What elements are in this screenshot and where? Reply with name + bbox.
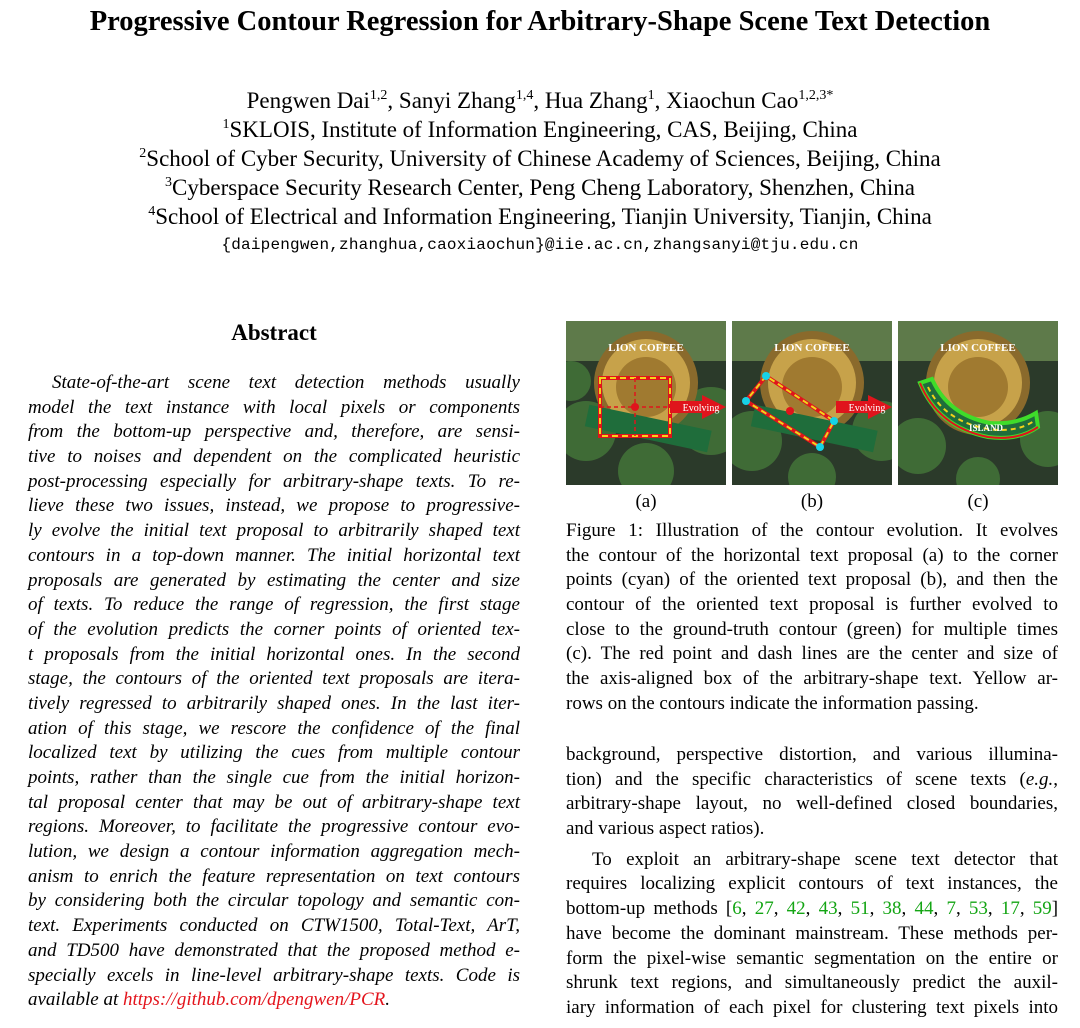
citation-link[interactable]: 59 (1032, 898, 1052, 920)
abstract-heading: Abstract (231, 320, 317, 345)
evolving-label: Evolving (848, 403, 886, 414)
author-affiliation-mark: 1 (647, 88, 655, 103)
panel-label-c: (c) (967, 491, 989, 512)
abstract-period: . (385, 989, 391, 1011)
affiliation-number: 1 (222, 117, 230, 132)
body-segment: bottom-up methods [ (566, 898, 733, 920)
body-segment: tion) and the specific characteristics of scene texts ( (566, 768, 1026, 790)
abstract-line: ation of this stage, we rescore the confidence of the final (28, 717, 520, 739)
body-line: arbitrary-shape layout, no well-defined closed boundaries, (566, 793, 1058, 815)
citation-link[interactable]: 51 (850, 898, 870, 920)
body-text (566, 743, 1058, 1021)
abstract-text (28, 371, 520, 1013)
code-link[interactable]: https://github.com/dpengwen/PCR (122, 989, 386, 1011)
body-line: background, perspective distortion, and various illumina- (566, 744, 1058, 765)
abstract-line: of texts. To reduce the range of regression, the first stage (28, 594, 520, 616)
abstract-line: of the evolution predicts the corner points of oriented tex- (28, 618, 520, 640)
author-name: Xiaochun Cao (666, 88, 799, 113)
body-segment: , (1053, 768, 1058, 790)
abstract-line: localized text by utilizing the cues from multiple contour (28, 742, 520, 764)
body-line: bottom-up methods [6, 27, 42, 43, 51, 38, 44, 7, 53, 17, 59] (566, 898, 1059, 920)
caption-line: points (cyan) of the oriented text proposal (b), and then the (566, 569, 1058, 591)
abstract-line: text. Experiments conducted on CTW1500, Total-Text, ArT, (28, 915, 520, 937)
author-name: Sanyi Zhang (398, 88, 516, 113)
citation-link[interactable]: 6 (732, 898, 742, 920)
figure-caption (566, 519, 1058, 717)
abstract-line: by considering both the circular topology and semantic con- (28, 890, 520, 912)
abstract-line: from the bottom-up perspective and, therefore, are sensi- (28, 421, 520, 443)
panel-label-b: (b) (800, 491, 824, 512)
affiliation-text: School of Electrical and Information Engineering, Tianjin University, Tianjin, China (155, 204, 932, 229)
affiliation-line (0, 144, 1080, 173)
caption-line: rows on the contours indicate the information passing. (566, 692, 979, 714)
caption-line: Figure 1: Illustration of the contour evolution. It evolves (566, 520, 1058, 541)
affiliation-number: 4 (148, 204, 156, 219)
citation-link[interactable]: 44 (914, 898, 934, 920)
abstract-line: lieve these two issues, instead, we propose to progressive- (28, 495, 520, 517)
abstract-line: model the text instance with local pixels or components (28, 396, 520, 418)
citation-link[interactable]: 7 (946, 898, 956, 920)
affiliation-text: School of Cyber Security, University of Chinese Academy of Sciences, Beijing, China (146, 146, 941, 171)
author-emails: {daipengwen,zhanghua,caoxiaochun}@iie.ac.cn,zhangsanyi@tju.edu.cn (221, 236, 859, 254)
abstract-line: tively regressed to arbitrarily shaped ones. In the last iter- (28, 692, 520, 714)
affiliation-line (0, 173, 1080, 202)
affiliation-number: 3 (165, 175, 173, 190)
panel-label-a: (a) (635, 491, 657, 512)
abstract-line: lution, we design a contour information aggregation mech- (28, 841, 520, 863)
caption-line: (c). The red point and dash lines are the center and size of (566, 643, 1058, 665)
affiliation-line (0, 115, 1080, 144)
sign-text: LION COFFEE (774, 342, 850, 354)
abstract-line: stage, the contours of the oriented text proposals are itera- (28, 668, 520, 690)
abstract-line: t proposals from the initial horizontal ones. In the second (28, 643, 520, 665)
affiliation-number: 2 (139, 146, 147, 161)
abstract-line: ly evolve the initial text proposal to arbitrarily shaped text (28, 520, 520, 542)
citation-link[interactable]: 27 (754, 898, 774, 920)
panel-labels (566, 490, 1058, 514)
abstract-line: State-of-the-art scene text detection methods usually (52, 372, 520, 393)
citation-link[interactable]: 17 (1000, 898, 1020, 920)
body-line: and various aspect ratios). (566, 818, 765, 840)
abstract-line: proposals are generated by estimating the center and size (28, 569, 520, 591)
caption-line: the contour of the horizontal text proposal (a) to the corner (566, 544, 1058, 566)
affiliation-text: SKLOIS, Institute of Information Engineering, CAS, Beijing, China (229, 117, 858, 142)
abstract-line: points, rather than the single cue from the initial horizon- (28, 767, 520, 788)
body-line: shrunk text regions, and simultaneously predict the auxil- (566, 972, 1058, 994)
author-affiliation-mark: 1,2,3* (798, 88, 834, 103)
figure-panel-c (898, 321, 1058, 485)
sign-text: LION COFFEE (940, 342, 1016, 354)
citation-link[interactable]: 53 (968, 898, 988, 920)
body-line: iary information of each pixel for clustering text pixels into (566, 996, 1058, 1018)
body-line (566, 768, 1058, 793)
author-name: Hua Zhang (544, 88, 648, 113)
abstract-line: contours in a top-down manner. The initial horizontal text (28, 544, 520, 566)
paper-title: Progressive Contour Regression for Arbitrary-Shape Scene Text Detection (89, 6, 991, 37)
figure-panel-b (732, 321, 892, 485)
caption-line: the axis-aligned box of the arbitrary-shape text. Yellow ar- (566, 668, 1058, 690)
abstract-line: tal proposal center that may be out of arbitrary-shape text (28, 791, 520, 813)
citation-link[interactable]: 43 (818, 898, 838, 920)
evolving-label: Evolving (682, 403, 720, 414)
author-block (0, 86, 1080, 255)
body-line: requires localizing explicit contours of text instances, the (566, 873, 1058, 895)
affiliation-text: Cyberspace Security Research Center, Peng Cheng Laboratory, Shenzhen, China (172, 175, 915, 200)
abstract-code-prefix: available at (28, 989, 123, 1011)
author-affiliation-mark: 1,4 (515, 88, 534, 103)
sign-text: LION COFFEE (608, 342, 684, 354)
author-name: Pengwen Dai (246, 88, 370, 113)
author-affiliation-mark: 1,2 (369, 88, 388, 103)
sign-bottom-text: ISLAND (968, 423, 1004, 433)
abstract-line: post-processing especially for arbitrary-shape texts. To re- (28, 470, 520, 492)
abstract-line: and TD500 have demonstrated that the proposed method e- (28, 939, 520, 961)
body-segment: ] (1051, 898, 1059, 920)
caption-line: close to the ground-truth contour (green) for multiple times (566, 618, 1058, 640)
body-line: To exploit an arbitrary-shape scene text detector that (592, 848, 1058, 870)
body-italic: e.g. (1025, 768, 1054, 790)
citation-link[interactable]: 42 (786, 898, 806, 920)
citation-link[interactable]: 38 (882, 898, 902, 920)
body-line: have become the dominant mainstream. These methods per- (566, 922, 1058, 944)
author-line: Pengwen Dai$^{1,2}$, Sanyi Zhang$^{1,4}$, Hua Zhang$^1$, Xiaochun Cao$^{1,2,3*}$ (246, 88, 834, 113)
figure-panel-a (566, 321, 726, 485)
abstract-line (28, 988, 520, 1013)
abstract-line: anism to enrich the feature representation on text contours (28, 865, 520, 887)
abstract-line: specially excels in line-level arbitrary-shape texts. Code is (28, 964, 520, 986)
abstract-line: tive to noises and dependent on the complicated heuristic (28, 446, 520, 468)
affiliation-line (0, 202, 1080, 231)
body-line: form the pixel-wise semantic segmentation on the entire or (566, 947, 1058, 969)
figure-1 (566, 321, 1058, 485)
caption-line: contour of the oriented text proposal is further evolved to (566, 594, 1058, 616)
abstract-line: regions. Moreover, to facilitate the progressive contour evo- (28, 816, 520, 838)
